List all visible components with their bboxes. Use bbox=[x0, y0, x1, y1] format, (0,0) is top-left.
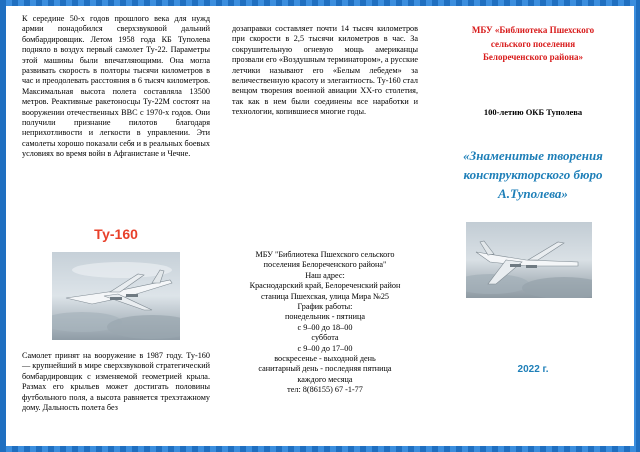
library-line: понедельник - пятница bbox=[284, 312, 366, 322]
library-line: станица Пшехская, улица Мира №25 bbox=[260, 291, 390, 301]
library-line: График работы: bbox=[297, 302, 353, 312]
library-line: каждого месяца bbox=[297, 374, 353, 384]
library-line: суббота bbox=[311, 333, 339, 343]
org-line: МБУ «Библиотека Пшехского bbox=[471, 25, 595, 35]
anniversary-subtitle: 100-летию ОКБ Туполева bbox=[483, 107, 583, 117]
organization-name bbox=[440, 24, 626, 65]
title-line: А.Туполева» bbox=[498, 186, 568, 201]
title-line: «Знаменитые творения bbox=[463, 148, 603, 163]
library-line: с 9–00 до 18–00 bbox=[297, 322, 353, 332]
library-line: тел: 8(86155) 67 -1-77 bbox=[287, 385, 363, 395]
library-line: поселения Белореченского района" bbox=[263, 260, 387, 270]
aircraft-illustration-icon bbox=[52, 252, 180, 340]
org-line: сельского поселения bbox=[490, 38, 576, 49]
intro-paragraph: К середине 50-х годов прошлого века для нужд армии понадобился сверхзвуковой дальний бомбардировщик. Летом 1958 года КБ Туполева подняло в воздух первый самолет Ту-22. Параметры этой машины были впечатляющими. Она могла развивать скорость в полторы тысячи километров в час и преодолевать расстояния в 6 тысяч километров. Максимальная высота полета составляла 13500 метров. Реактивные ракетоносцы Ту-22М состоят на вооружении отечественных ВВС с 1970-х годов. Они получили признание пилотов благодаря неприхотливости и легкости в управлении. Эти самолеты хорошо показали себя и в реальных боевых условиях во время войн в Афганистане и Чечне. bbox=[22, 14, 210, 159]
library-line: воскресенье - выходной день bbox=[274, 354, 376, 364]
tu160-photo-cover bbox=[466, 222, 592, 298]
library-line: Краснодарский край, Белореченский район bbox=[249, 281, 401, 291]
library-line: санитарный день - последняя пятница bbox=[258, 364, 392, 374]
title-line: конструкторского бюро bbox=[463, 167, 603, 182]
aircraft-illustration-icon bbox=[466, 222, 592, 298]
library-line: МБУ "Библиотека Пшехского сельского bbox=[255, 250, 395, 259]
tu160-continued-paragraph: дозаправки составляет почти 14 тысяч километров при скорости в 2,5 тысячи километров в час. За сокрушительную огневую мощь американцы прозвали его «Воздушным терминатором», а русские летчики называют его «Белым лебедем» за величественную красоту и элегантность. Ту-160 стал венцом творения военной авиации XX-го столетия, так как в нем были соединены все наработки и технологии, копившиеся многие годы. bbox=[232, 24, 418, 117]
tu160-heading: Ту-160 bbox=[94, 226, 138, 242]
library-contact-block bbox=[232, 250, 418, 396]
brochure-title bbox=[440, 146, 626, 203]
tu160-photo-left bbox=[52, 252, 180, 340]
year-label: 2022 г. bbox=[517, 364, 549, 375]
org-line: Белореченского района» bbox=[482, 52, 584, 62]
library-line: Наш адрес: bbox=[305, 270, 345, 280]
library-line: с 9–00 до 17–00 bbox=[297, 343, 353, 353]
tu160-paragraph: Самолет принят на вооружение в 1987 году. Ту-160 — крупнейший в мире сверхзвуковой стратегический бомбардировщик с изменяемой геометрией крыла. Размах его крыльев может достигать половины футбольного поля, а высота равняется трехэтажному дому. Дальность полета без bbox=[22, 351, 210, 413]
